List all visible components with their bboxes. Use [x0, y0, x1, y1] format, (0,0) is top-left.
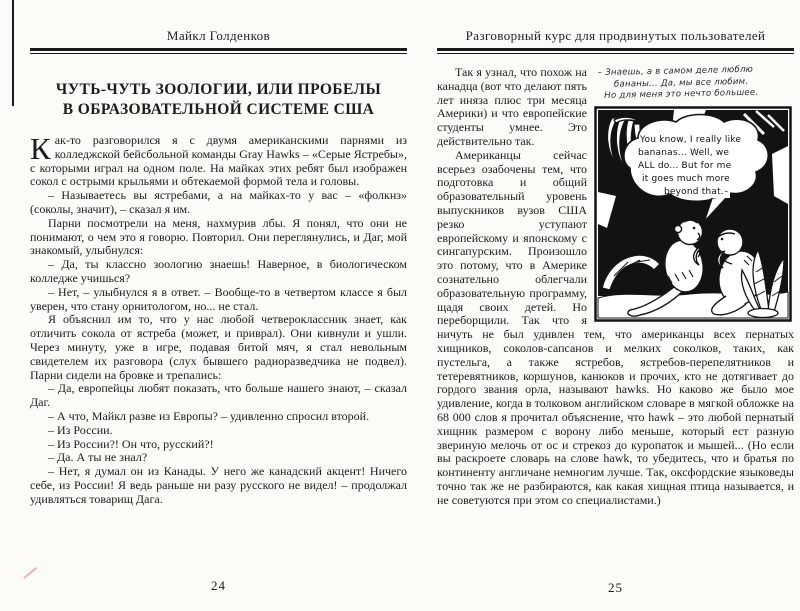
handwritten-caption [594, 64, 795, 103]
bubble-text-line: ALL do... But for me [638, 160, 732, 171]
paragraph: – Из России. [48, 422, 113, 437]
bubble-text-line: You know, I really like [640, 134, 742, 145]
running-head-author: Майкл Голденков [166, 28, 271, 43]
bubble-text-line: bananas... Well, we [638, 147, 730, 158]
drop-cap: К [30, 131, 51, 166]
paragraph: Американцы сейчас всерьез озабочены тем, что подготовка и общий образовательный уровень выпускников вузов США резко уступают европейскому и японскому с сингапурским. Произошло это потому, что в Америке сознательно облегчали образовательную программу, щадя своих детей. Но переборщили. Так что я ничуть не был удивлен тем, что американцы всех пернатых хищников, соколов-сапсанов и мелких соколков, таких, как пустельга, а также ястребов, ястребов-перепелятников и тетеревятников, коршунов, канюков и прочих, кто не дотягивает до гордого звания орла, называют hawks. Но каково же было мое удивление, когда в толковом английском словаре в мягкой обложке на 68 000 слов я прочитал объяснение, что hawk – это любой пернатый хищник размером с ворону либо меньше, который ест разную звериную мелочь от ос и стрекоз до куропаток и мышей... (Но если вы раскроете словарь на слове hawk, то убедитесь, что и братья по континенту англичане немногим лучше. Так, оксфордские языковеды точно так же не разбираются, как какая хищная птица называется, и не советуются при этом со специалистами.) [437, 147, 794, 507]
running-head-book-title: Разговорный курс для продвинутых пользователей [465, 28, 766, 43]
paragraph: – Да, европейцы любят показать, что больше нашего знают, – сказал Даг. [30, 381, 407, 410]
caption-line: – Знаешь, а в самом деле люблю [597, 64, 754, 79]
paragraph: – Называетесь вы ястребами, а на майках-то у вас – «фолкнз» (соколы, значит), – сказал я им. [30, 188, 407, 216]
scan-scratch-mark [23, 567, 36, 578]
paragraph [30, 131, 407, 189]
caption-line: бананы... Да, мы все любим. [613, 76, 749, 90]
paragraph: – Да. А ты не знал? [48, 450, 148, 465]
bubble-text-line: beyond that. [664, 186, 724, 197]
chapter-title-line2: В ОБРАЗОВАТЕЛЬНОЙ СИСТЕМЕ США [62, 101, 375, 118]
bubble-text-line: it goes much more [642, 173, 730, 184]
left-body-text [30, 131, 407, 507]
chapter-title [30, 80, 407, 120]
page-left [30, 28, 407, 593]
page-number-left: 24 [211, 578, 226, 593]
caption-line: Но для меня это нечто большее. [604, 87, 759, 101]
scan-edge-artifact [12, 0, 14, 106]
paragraph: Так я узнал, что похож на канадца (вот что делают пять лет иняза плюс три месяца Америки) и что европейские студенты умнее. Это действительно так. [437, 65, 587, 148]
right-body-text [437, 66, 794, 508]
paragraph: – Нет, – улыбнулся я в ответ. – Вообще-то в четвертом классе я был уверен, что стану орнитологом, но... не стал. [30, 284, 407, 313]
header-rule [437, 48, 794, 54]
paragraph: – А что, Майкл разве из Европы? – удивленно спросил второй. [48, 408, 370, 423]
page-number-right: 25 [608, 580, 623, 595]
cartoon-figure [594, 66, 794, 322]
paragraph: – Нет, я думал он из Канады. У него же канадский акцент! Ничего себе, из России! Я ведь раньше ни разу русского не видел! – продолжал удивляться товарищ Дага. [30, 464, 407, 506]
chapter-title-line1: ЧУТЬ-ЧУТЬ ЗООЛОГИИ, ИЛИ ПРОБЕЛЫ [55, 81, 382, 98]
header-rule [30, 48, 407, 54]
paragraph: – Из России?! Он что, русский?! [48, 436, 214, 451]
paragraph: Парни посмотрели на меня, нахмурив лбы. Я понял, что они не понимают, о чем это я говорю. Повторил. Они переглянулись, и Даг, мой знакомый, улыбнулся: [30, 215, 407, 258]
page-right [437, 28, 794, 595]
paragraph: Я объяснил им то, что у нас любой четвероклассник знает, как отличить сокола от ястреба (может, и приврал). Они кивнули и ушли. Через минуту, уже в игре, подавая битой мяч, я стал невольным свидетелем их разговора (слух бывшего радиоразведчика не подвел). Парни сидели на бровке и трепались: [30, 312, 407, 382]
paragraph: – Да, ты классно зоологию знаешь! Наверное, в биологическом колледже учишься? [30, 257, 407, 285]
paragraph-text: ак-то разговорился я с двумя американскими парнями из колледжской бейсбольной команды Gray Hawks – «Серые Ястребы», с которыми играл на одном поле. На майках этих ребят был изображен сокол с острыми крыльями и обтекаемой формой тела и головы. [30, 133, 407, 189]
cartoon-illustration [594, 106, 792, 322]
